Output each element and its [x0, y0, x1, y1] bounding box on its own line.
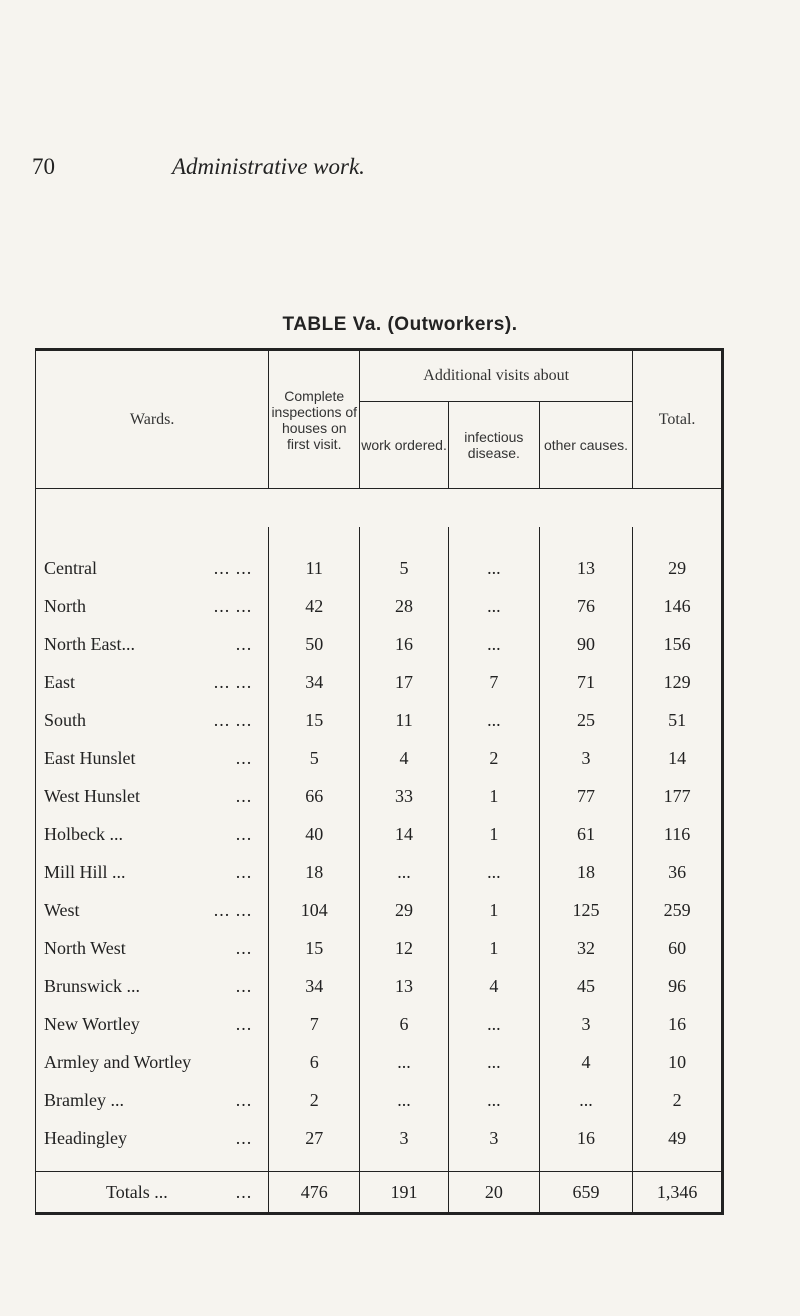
ward-name: East Hunslet [44, 747, 136, 768]
cell-work: 29 [360, 891, 449, 929]
cell-work: 5 [360, 549, 449, 587]
cell-total: 14 [633, 739, 723, 777]
dot-leader: ... [235, 975, 253, 996]
table-row [36, 1119, 723, 1157]
cell-total: 116 [633, 815, 723, 853]
ward-name: South [44, 709, 87, 730]
cell-work: ... [360, 853, 449, 891]
ward-name-cell [36, 549, 269, 587]
totals-label: Totals ... [106, 1181, 168, 1202]
col-header-complete-inspections: Complete inspections of houses on first visit. [269, 350, 360, 489]
cell-complete: 7 [269, 1005, 360, 1043]
cell-total: 29 [633, 549, 723, 587]
ward-name: Holbeck ... [44, 823, 123, 844]
table-row [36, 815, 723, 853]
cell-work: 4 [360, 739, 449, 777]
cell-work: 6 [360, 1005, 449, 1043]
col-header-work-ordered: work ordered. [360, 402, 449, 489]
ward-name-cell [36, 1005, 269, 1043]
cell-complete: 66 [269, 777, 360, 815]
cell-complete: 11 [269, 549, 360, 587]
cell-other: 77 [539, 777, 632, 815]
dot-leader: ... ... [213, 709, 253, 730]
cell-complete: 50 [269, 625, 360, 663]
cell-other: 3 [539, 739, 632, 777]
ward-name-cell [36, 739, 269, 777]
table-row [36, 1005, 723, 1043]
cell-infectious: ... [448, 549, 539, 587]
cell-infectious: ... [448, 701, 539, 739]
running-title: Administrative work. [172, 154, 365, 179]
table-row [36, 891, 723, 929]
ward-name-cell [36, 815, 269, 853]
page-number: 70 [32, 154, 55, 179]
cell-complete: 34 [269, 663, 360, 701]
cell-complete: 40 [269, 815, 360, 853]
ward-name: West Hunslet [44, 785, 141, 806]
cell-infectious: ... [448, 1043, 539, 1081]
cell-complete: 2 [269, 1081, 360, 1119]
table-body [36, 489, 723, 1214]
table-row [36, 701, 723, 739]
col-header-infectious-disease: infectious disease. [448, 402, 539, 489]
ward-name-cell [36, 1081, 269, 1119]
table-row [36, 853, 723, 891]
cell-infectious: 1 [448, 777, 539, 815]
table-row [36, 587, 723, 625]
cell-other: 13 [539, 549, 632, 587]
cell-total: 259 [633, 891, 723, 929]
ward-name: Central [44, 557, 97, 578]
cell-complete: 5 [269, 739, 360, 777]
ward-name-cell [36, 929, 269, 967]
dot-leader: ... [235, 747, 253, 768]
cell-infectious: ... [448, 1081, 539, 1119]
cell-infectious: ... [448, 625, 539, 663]
ward-name: Brunswick ... [44, 975, 140, 996]
cell-complete: 15 [269, 701, 360, 739]
dot-leader: ... ... [213, 899, 253, 920]
cell-other: 32 [539, 929, 632, 967]
cell-other: 125 [539, 891, 632, 929]
cell-other: 76 [539, 587, 632, 625]
table-row [36, 1081, 723, 1119]
ward-name: West [44, 899, 80, 920]
cell-total: 146 [633, 587, 723, 625]
cell-other: 61 [539, 815, 632, 853]
totals-label-cell [36, 1172, 269, 1214]
cell-complete: 34 [269, 967, 360, 1005]
ward-name-cell [36, 1119, 269, 1157]
cell-infectious: 20 [448, 1172, 539, 1214]
col-header-other-causes: other causes. [539, 402, 632, 489]
cell-complete: 104 [269, 891, 360, 929]
cell-work: ... [360, 1043, 449, 1081]
ward-name-cell [36, 587, 269, 625]
cell-other: 18 [539, 853, 632, 891]
col-header-wards: Wards. [129, 410, 175, 428]
cell-complete: 6 [269, 1043, 360, 1081]
cell-infectious: 3 [448, 1119, 539, 1157]
ward-name-cell [36, 625, 269, 663]
cell-work: 14 [360, 815, 449, 853]
cell-infectious: 1 [448, 891, 539, 929]
dot-leader: ... [235, 861, 253, 882]
cell-total: 96 [633, 967, 723, 1005]
ward-name-cell [36, 1043, 269, 1081]
cell-total: 156 [633, 625, 723, 663]
ward-name: New Wortley [44, 1013, 140, 1034]
cell-infectious: 7 [448, 663, 539, 701]
cell-infectious: ... [448, 1005, 539, 1043]
dot-leader: ... [235, 937, 253, 958]
running-head [32, 154, 752, 184]
ward-name: East [44, 671, 75, 692]
cell-infectious: 1 [448, 815, 539, 853]
dot-leader: ... ... [213, 595, 253, 616]
ward-name-cell [36, 701, 269, 739]
ward-name: North East... [44, 633, 135, 654]
table-title: TABLE Va. (Outworkers). [282, 314, 518, 335]
cell-total: 177 [633, 777, 723, 815]
cell-complete: 27 [269, 1119, 360, 1157]
table-row [36, 625, 723, 663]
dot-leader: ... [235, 633, 253, 654]
cell-work: 28 [360, 587, 449, 625]
cell-complete: 18 [269, 853, 360, 891]
table-row [36, 663, 723, 701]
ward-name-cell [36, 663, 269, 701]
outworkers-table [35, 348, 724, 1215]
cell-total: 10 [633, 1043, 723, 1081]
dot-leader: ... [235, 1181, 253, 1202]
cell-work: 33 [360, 777, 449, 815]
cell-work: 11 [360, 701, 449, 739]
cell-other: 25 [539, 701, 632, 739]
cell-work: 17 [360, 663, 449, 701]
table-row [36, 1043, 723, 1081]
ward-name-cell [36, 777, 269, 815]
col-header-total: Total. [633, 350, 723, 489]
ward-name-cell [36, 967, 269, 1005]
dot-leader: ... [235, 823, 253, 844]
table-row [36, 929, 723, 967]
dot-leader: ... [235, 1089, 253, 1110]
cell-complete: 15 [269, 929, 360, 967]
cell-complete: 476 [269, 1172, 360, 1214]
cell-other: 90 [539, 625, 632, 663]
ward-name: Headingley [44, 1127, 127, 1148]
cell-total: 129 [633, 663, 723, 701]
cell-other: 4 [539, 1043, 632, 1081]
cell-infectious: 2 [448, 739, 539, 777]
cell-other: 3 [539, 1005, 632, 1043]
cell-total: 1,346 [633, 1172, 723, 1214]
cell-infectious: ... [448, 587, 539, 625]
ward-name: North West [44, 937, 126, 958]
cell-other: 45 [539, 967, 632, 1005]
ward-name-cell [36, 891, 269, 929]
cell-infectious: ... [448, 853, 539, 891]
ward-name-cell [36, 853, 269, 891]
cell-work: 191 [360, 1172, 449, 1214]
ward-name: Armley and Wortley [44, 1051, 192, 1072]
cell-work: 12 [360, 929, 449, 967]
ward-name: North [44, 595, 86, 616]
table-row [36, 967, 723, 1005]
cell-other: ... [539, 1081, 632, 1119]
cell-total: 51 [633, 701, 723, 739]
cell-total: 60 [633, 929, 723, 967]
dot-leader: ... [235, 1127, 253, 1148]
dot-leader: ... ... [213, 557, 253, 578]
dot-leader: ... ... [213, 671, 253, 692]
ward-name: Bramley ... [44, 1089, 124, 1110]
cell-other: 659 [539, 1172, 632, 1214]
cell-total: 16 [633, 1005, 723, 1043]
dot-leader: ... [235, 1013, 253, 1034]
ward-name: Mill Hill ... [44, 861, 126, 882]
cell-work: 3 [360, 1119, 449, 1157]
cell-work: 16 [360, 625, 449, 663]
cell-work: ... [360, 1081, 449, 1119]
table-row [36, 549, 723, 587]
col-header-additional-visits: Additional visits about [360, 350, 633, 402]
cell-total: 49 [633, 1119, 723, 1157]
dot-leader: ... [235, 785, 253, 806]
table-row [36, 777, 723, 815]
cell-other: 16 [539, 1119, 632, 1157]
cell-total: 2 [633, 1081, 723, 1119]
cell-infectious: 4 [448, 967, 539, 1005]
totals-row [36, 1172, 723, 1214]
cell-infectious: 1 [448, 929, 539, 967]
cell-total: 36 [633, 853, 723, 891]
cell-other: 71 [539, 663, 632, 701]
cell-complete: 42 [269, 587, 360, 625]
table-row [36, 739, 723, 777]
cell-work: 13 [360, 967, 449, 1005]
